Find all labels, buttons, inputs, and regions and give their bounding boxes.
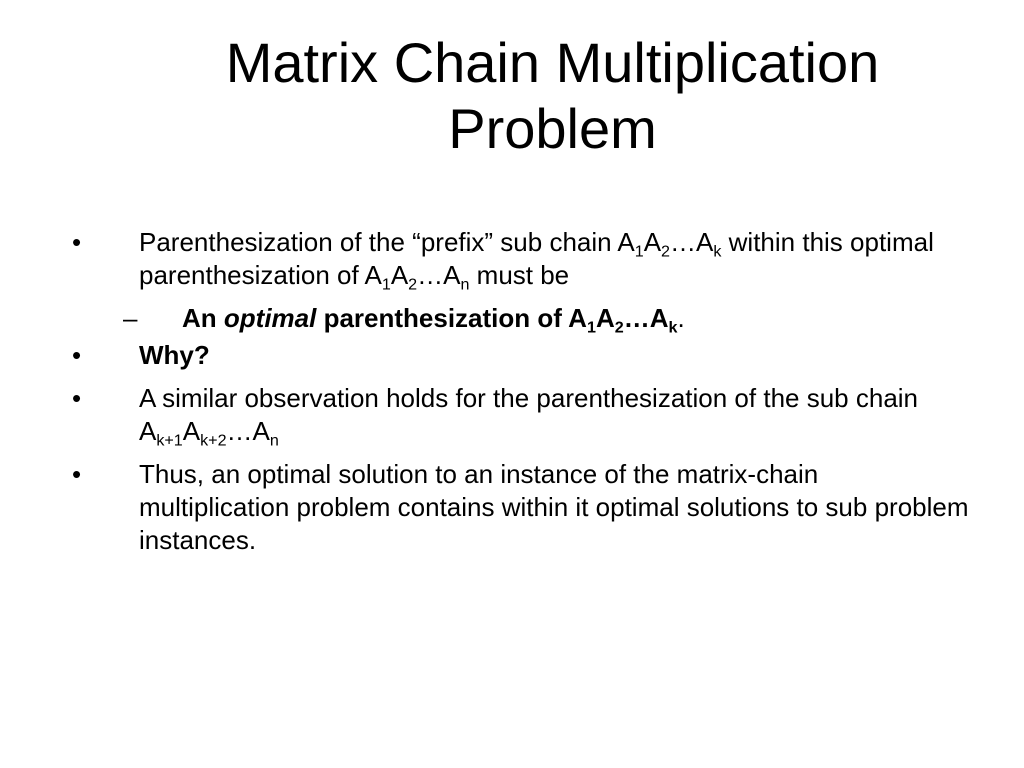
text-run: …A	[670, 227, 714, 257]
text-run: parenthesization of A	[316, 303, 587, 333]
sub-bullet-item-optimal	[0, 302, 1024, 335]
text-run: within this optimal parenthesization of A	[139, 227, 934, 290]
emphasis-text: optimal	[223, 303, 317, 333]
subscript: 1	[381, 275, 391, 294]
subscript: 1	[634, 242, 644, 261]
bullet-item-prefix-chain	[0, 226, 1024, 292]
slide-title	[100, 30, 1005, 162]
dash-bullet-icon: –	[123, 303, 138, 333]
text-run: A	[182, 416, 201, 446]
subscript: 1	[586, 318, 596, 337]
slide-title-line-2: Problem	[448, 97, 657, 160]
text-run: A	[643, 227, 662, 257]
subscript: 2	[661, 242, 671, 261]
subscript: k	[713, 242, 722, 261]
bullet-text: Thus, an optimal solution to an instance of the matrix-chain multiplication problem contains within it optimal solutions to sub problem instances.	[139, 459, 969, 555]
bullet-dot-icon: •	[72, 227, 82, 257]
subscript: 2	[408, 275, 418, 294]
bullet-text: Why?	[139, 340, 210, 370]
subscript: k	[668, 318, 678, 337]
sub-bullet-text	[182, 302, 982, 335]
text-run: A similar observation holds for the parenthesization of the sub chain A	[139, 383, 919, 446]
text-run: Parenthesization of the “prefix” sub chain A	[139, 227, 635, 257]
text-run: …A	[417, 260, 461, 290]
subscript: k+1	[156, 431, 183, 450]
bullet-text	[139, 226, 969, 292]
text-run: A	[595, 303, 615, 333]
text-run: must be	[469, 260, 570, 290]
text-run: …A	[226, 416, 270, 446]
text-run: .	[677, 303, 685, 333]
subscript: n	[460, 275, 470, 294]
bullet-list	[0, 226, 1024, 567]
subscript: n	[269, 431, 279, 450]
text-run: A	[390, 260, 409, 290]
bullet-item-why	[0, 339, 1024, 372]
bullet-item-suffix-chain	[0, 382, 1024, 448]
bullet-dot-icon: •	[72, 459, 82, 489]
bullet-dot-icon: •	[72, 383, 82, 413]
slide-title-line-1: Matrix Chain Multiplication	[225, 31, 880, 94]
text-run: …A	[623, 303, 669, 333]
subscript: k+2	[200, 431, 227, 450]
text-run: An	[182, 303, 224, 333]
bullet-item-conclusion	[0, 458, 1024, 557]
subscript: 2	[614, 318, 624, 337]
bullet-text	[139, 382, 969, 448]
bullet-dot-icon: •	[72, 340, 82, 370]
